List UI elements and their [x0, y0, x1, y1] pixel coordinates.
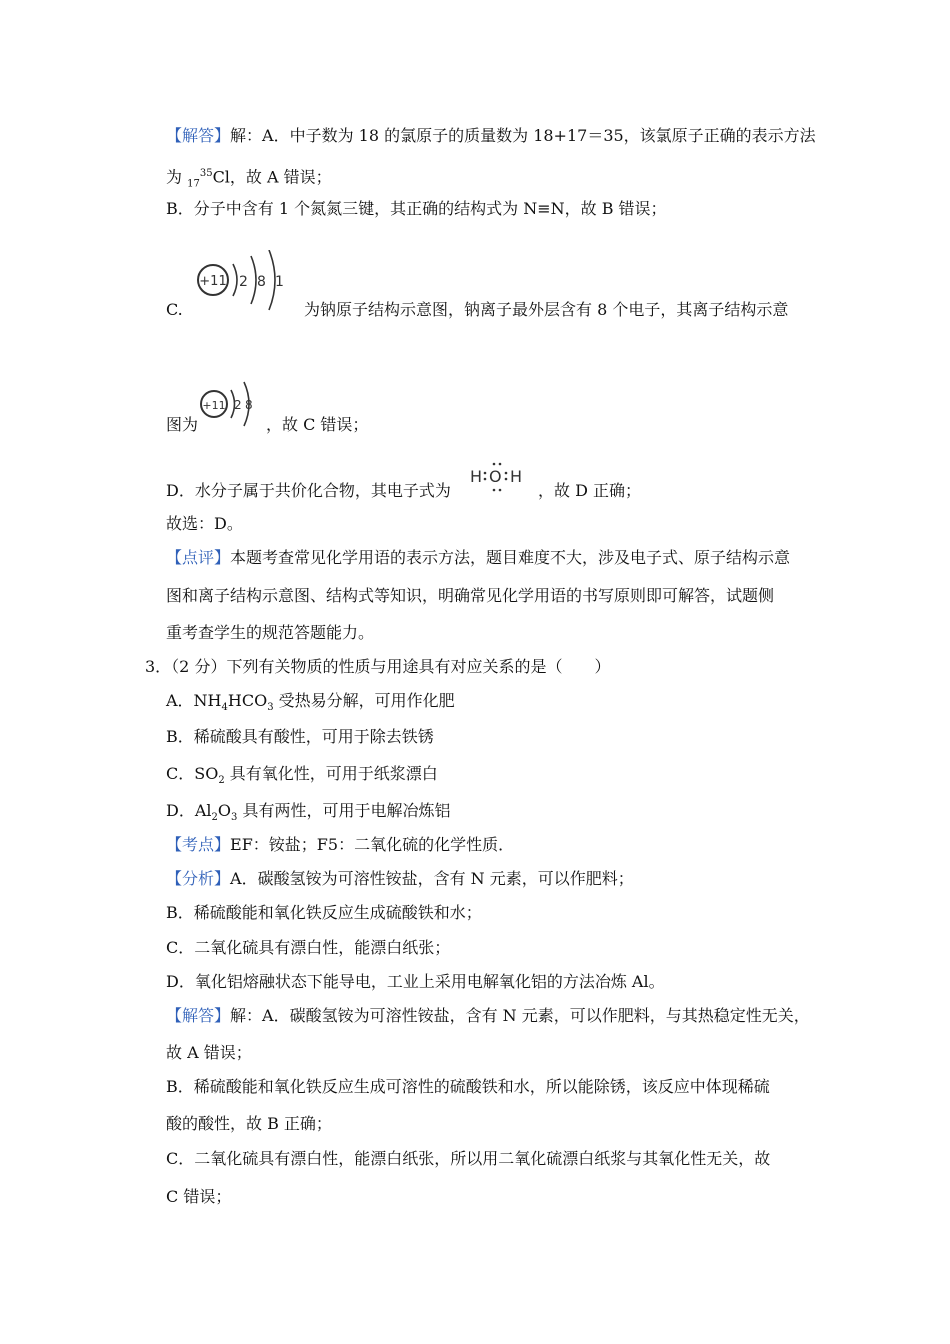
q3-answer-c2: C 错误；	[166, 1187, 232, 1206]
q3-point-line	[166, 834, 514, 856]
answer-d-prefix: D．水分子属于共价化合物，其电子式为	[166, 481, 451, 500]
q3-option-d	[166, 800, 450, 829]
q3-point-text: EF：铵盐；F5：二氧化硫的化学性质．	[230, 835, 515, 854]
water-o: O	[489, 467, 502, 486]
answer-a2-prefix: 为	[166, 167, 188, 187]
q3-opt-d-part1: D．Al	[166, 801, 212, 820]
cl-symbol: Cl	[212, 167, 230, 187]
q3-opt-c-part2: 具有氧化性，可用于纸浆漂白	[224, 764, 438, 783]
q3-opt-a-sub1: 4	[221, 702, 228, 714]
q3-opt-c-part1: C．SO	[166, 764, 219, 783]
na-atom-shell-1: 2	[239, 274, 248, 290]
answer-d-suffix: ，故 D 正确；	[538, 481, 642, 500]
q3-stem: 3．（2 分）下列有关物质的性质与用途具有对应关系的是（ ）	[145, 657, 611, 676]
q3-opt-a-part3: 受热易分解，可用作化肥	[273, 691, 455, 710]
answer-line-a2	[166, 163, 332, 196]
q3-opt-d-part2: O	[217, 801, 232, 820]
na-ion-shell-1: 2	[234, 398, 242, 412]
sodium-atom-structure-diagram	[195, 250, 290, 318]
q3-analysis-c: C．二氧化硫具有漂白性，能漂白纸张；	[166, 938, 451, 957]
water-h-right: H	[510, 467, 523, 486]
q3-analysis-d: D．氧化铝熔融状态下能导电，工业上采用电解氧化铝的方法冶炼 Al。	[166, 972, 665, 991]
review-text-1: 本题考查常见化学用语的表示方法，题目难度不大，涉及电子式、原子结构示意	[230, 548, 791, 567]
q3-opt-a-part2: HCO	[227, 691, 268, 710]
q3-answer-b1: B．稀硫酸能和氧化铁反应生成可溶性的硫酸铁和水，所以能除锈，该反应中体现稀硫	[166, 1077, 770, 1096]
review-line-3: 重考查学生的规范答题能力。	[166, 623, 375, 642]
answer-a-text: 解：A．中子数为 18 的氯原子的质量数为 18+17＝35，该氯原子正确的表示方法	[230, 126, 816, 145]
water-electron-formula	[468, 460, 528, 494]
review-line-1	[166, 547, 790, 569]
review-line-2: 图和离子结构示意图、结构式等知识，明确常见化学用语的书写原则即可解答，试题侧	[166, 586, 775, 605]
q3-option-c	[166, 763, 438, 792]
q3-answer-a1: 解：A．碳酸氢铵为可溶性铵盐，含有 N 元素，可以作肥料，与其热稳定性无关，	[230, 1006, 810, 1025]
q3-answer-line-a1	[166, 1005, 810, 1027]
na-atom-shell-3: 1	[275, 274, 284, 290]
q3-opt-a-part1: A．NH	[166, 691, 222, 710]
q3-option-b: B．稀硫酸具有酸性，可用于除去铁锈	[166, 727, 434, 746]
q3-analysis-tag: 【分析】	[166, 869, 231, 888]
q3-answer-c1: C．二氧化硫具有漂白性，能漂白纸张，所以用二氧化硫漂白纸浆与其氧化性无关，故	[166, 1149, 771, 1168]
q3-answer-tag: 【解答】	[166, 1006, 231, 1025]
na-ion-shell-2: 8	[245, 398, 253, 412]
answer-c-label: C.	[166, 300, 183, 319]
q3-option-a	[166, 690, 455, 719]
answer-a2-suffix: ，故 A 错误；	[229, 167, 332, 187]
q3-analysis-a: A．碳酸氢铵为可溶性铵盐，含有 N 元素，可以作肥料；	[230, 869, 634, 888]
na-atom-shell-2: 8	[257, 274, 266, 290]
answer-tag: 【解答】	[166, 126, 231, 145]
q3-answer-a2: 故 A 错误；	[166, 1043, 252, 1062]
answer-c2-suffix: ，故 C 错误；	[266, 415, 369, 434]
na-atom-nucleus: +11	[199, 274, 227, 289]
cl-atomic-number: 17	[187, 178, 200, 190]
answer-b-text: B．分子中含有 1 个氮氮三键，其正确的结构式为 N≡N，故 B 错误；	[166, 199, 667, 218]
choose-line: 故选：D。	[166, 514, 243, 533]
review-tag: 【点评】	[166, 548, 231, 567]
q3-answer-b2: 酸的酸性，故 B 正确；	[166, 1114, 332, 1133]
cl-mass-number: 35	[199, 168, 213, 179]
answer-line-a1	[166, 125, 816, 147]
water-h-left: H	[470, 467, 483, 486]
q3-opt-c-sub: 2	[218, 775, 225, 787]
na-ion-nucleus: +11	[202, 399, 226, 412]
answer-line-b	[166, 198, 667, 220]
q3-opt-d-part3: 具有两性，可用于电解冶炼铝	[237, 801, 451, 820]
q3-analysis-line-a	[166, 868, 634, 890]
q3-opt-d-sub1: 2	[211, 812, 218, 824]
q3-opt-a-sub2: 3	[267, 702, 274, 714]
q3-point-tag: 【考点】	[166, 835, 231, 854]
answer-c-text: 为钠原子结构示意图，钠离子最外层含有 8 个电子，其离子结构示意	[304, 300, 789, 319]
q3-opt-d-sub2: 3	[231, 812, 238, 824]
answer-c2-prefix: 图为	[166, 415, 199, 434]
sodium-ion-structure-diagram	[198, 380, 258, 432]
q3-analysis-b: B．稀硫酸能和氧化铁反应生成硫酸铁和水；	[166, 903, 482, 922]
